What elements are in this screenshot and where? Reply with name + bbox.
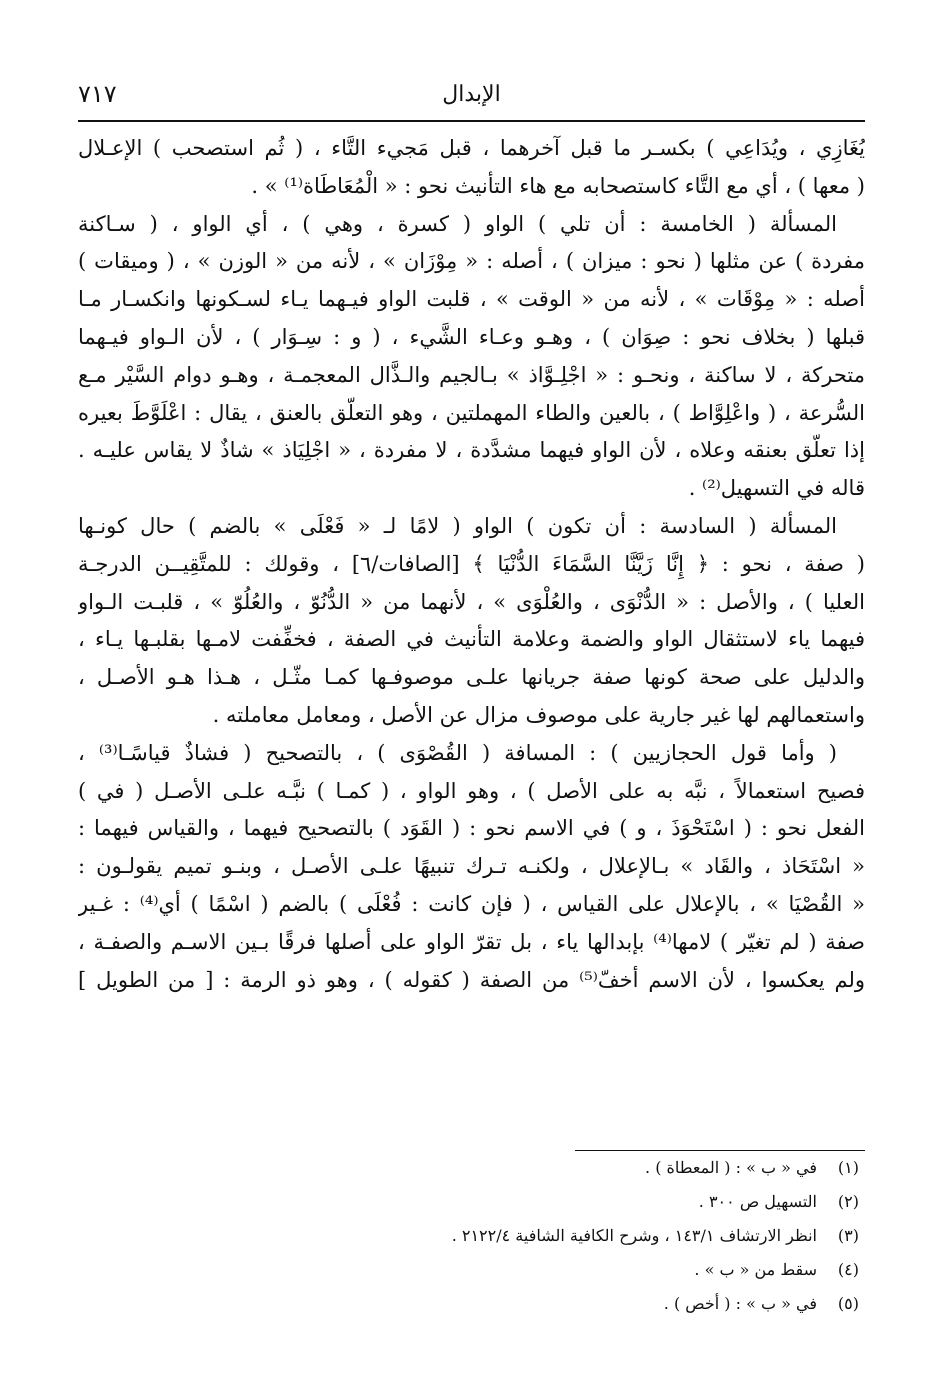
text-line: فيهما ياء لاستثقال الواو والضمة وعلامة التأنيث في الصفة ، فخفِّفت لامـها بقلبـها يـاء ، (78, 627, 865, 652)
footnote-text: في « ب » : ( أخص ) . (663, 1294, 817, 1313)
book-page (78, 70, 865, 999)
text-line: صفة ( لم تغيّر ) لامها⁽⁴⁾ بإبدالها ياء ، بل تقرّ الواو على أصلها فرقًا بـين الاسـم والصفـة ، (78, 929, 865, 954)
text-line: « اسْتَحَاذ ، والقَاد » بـالإعلال ، ولكنـه تـرك تنبيهًا علـى الأصـل ، وبنـو تميم يقولـون : (78, 854, 865, 879)
text-line: والدليل على صحة كونها صفة جريانها علـى موصوفـها كمـا مثّـل ، هـذا هـو الأصـل ، (78, 665, 865, 690)
main-text (78, 130, 865, 999)
text-line: فصيح استعمالاً ، نبَّه به على الأصل ) ، وهو الواو ، ( كمـا ) نبَّـه علـى الأصـل ( في ) (78, 778, 865, 803)
footnote-number: (٣) (837, 1226, 859, 1245)
text-line: المسألة ( السادسة : أن تكون ) الواو ( لامًا لـ « فَعْلَى » بالضم ) حال كونـها (78, 513, 837, 538)
text-line: إذا تعلّق بعنقه وعلاه ، لأن الواو فيهما مشدَّدة ، لا مفردة ، « اجْلِيَاذ » شاذٌ لا يقاس عليـه . (78, 438, 865, 463)
text-line: أصله : « مِوْقَات » ، لأنه من « الوقت » ، قلبت الواو فيـهما يـاء لسـكونها وانكسـار مـا (78, 287, 865, 312)
footnote-text: التسهيل ص ٣٠٠ . (698, 1192, 817, 1211)
chapter-title: الإبدال (442, 82, 501, 107)
footnotes (78, 1150, 865, 1321)
text-line: ولم يعكسوا ، لأن الاسم أخفّ⁽⁵⁾ من الصفة ( كقوله ) ، وهو ذو الرمة : [ من الطويل ] (78, 967, 865, 992)
text-line: مفردة ) عن مثلها ( نحو : ميزان ) ، أصله : « مِوْزَان » ، لأنه من « الوزن » ، ( وميقات ) (78, 249, 865, 274)
page-number: ٧١٧ (78, 80, 117, 108)
text-line: قبلها ( بخلاف نحو : صِوَان ) ، وهـو وعـاء الشَّيء ، ( و : سِـوَار ) ، لأن الـواو فيـهما (78, 324, 865, 349)
footnote-text: سقط من « ب » . (694, 1260, 817, 1279)
running-header (78, 70, 865, 122)
footnote-number: (٢) (837, 1192, 859, 1211)
text-line: المسألة ( الخامسة : أن تلي ) الواو ( كسرة ، وهي ) ، أي الواو ، ( سـاكنة (78, 211, 837, 236)
text-line: السُّرعة ، ( واعْلِوَّاط ) ، بالعين والطاء المهملتين ، وهو التعلّق بالعنق ، يقال : اعْلَوَّطَ بعيره (78, 400, 865, 425)
text-line: يُغَازِي ، ويُدَاعِي ) بكسـر ما قبل آخرهما ، قبل مَجيء التَّاء ، ( ثُم استصحب ) الإعـلال (78, 136, 865, 160)
footnote-item (78, 1185, 865, 1219)
text-line: ( وأما قول الحجازيين ) : المسافة ( القُصْوَى ) ، بالتصحيح ( فشاذٌ قياسًـا⁽³⁾ ، (78, 740, 837, 765)
text-line: العليا ) ، والأصل : « الدُّنْوَى ، والعُلْوَى » ، لأنهما من « الدُّنُوّ ، والعُلُوّ » ، قلبـت الـواو (78, 589, 865, 614)
text-line: متحركة ، لا ساكنة ، ونحـو : « اجْلِـوَّاذ » بـالجيم والـذَّال المعجمـة ، وهـو دوام السَّيْر مـع (78, 362, 865, 387)
text-line: ( معها ) ، أي مع التَّاء كاستصحابه مع هاء التأنيث نحو : « الْمُعَاطَاة⁽¹⁾ » . (251, 173, 865, 198)
footnote-item (78, 1253, 865, 1287)
footnote-item (78, 1219, 865, 1253)
footnote-text: انظر الارتشاف ١٤٣/١ ، وشرح الكافية الشافية ٢١٢٢/٤ . (451, 1226, 817, 1245)
text-line: قاله في التسهيل⁽²⁾ . (688, 476, 865, 501)
text-line: « القُصْيَا » ، بالإعلال على القياس ، ( فإن كانت : فُعْلَى ) بالضم ( اسْمًا ) أي⁽⁴⁾ : غـير (78, 891, 865, 916)
text-line: الفعل نحو : ( اسْتَحْوَذَ ، و ) في الاسم نحو : ( القَوَد ) بالتصحيح فيهما ، والقياس فيهما : (78, 816, 865, 841)
footnote-item (78, 1287, 865, 1321)
footnote-text: في « ب » : ( المعطاة ) . (645, 1158, 817, 1177)
footnote-number: (٥) (837, 1294, 859, 1313)
footnote-number: (١) (837, 1158, 859, 1177)
text-line: ( صفة ، نحو : ﴿ إِنَّا زَيَّنَّا السَّمَاءَ الدُّنْيَا ﴾ [الصافات/٦] ، وقولك : للمتَّقِيــن الدرجـة (78, 551, 865, 576)
footnote-item (78, 1151, 865, 1185)
text-line: واستعمالهم لها غير جارية على موصوف مزال عن الأصل ، ومعامل معاملته . (212, 702, 865, 727)
footnote-number: (٤) (837, 1260, 859, 1279)
